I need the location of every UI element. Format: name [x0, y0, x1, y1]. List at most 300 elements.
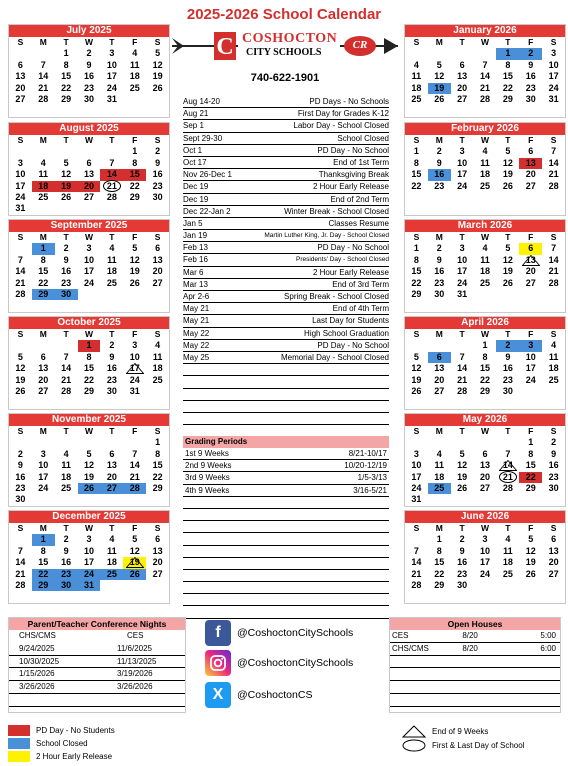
calendar-day — [55, 460, 78, 471]
day-number: 7 — [482, 59, 488, 70]
open-house-row — [390, 630, 560, 643]
weekday-label: W — [84, 232, 93, 242]
day-number: 19 — [129, 266, 140, 277]
calendar-day — [474, 534, 497, 545]
calendar-day — [496, 71, 519, 82]
day-number: 18 — [434, 471, 445, 482]
calendar-day — [32, 266, 55, 277]
calendar-day — [405, 289, 428, 300]
calendar-day — [451, 255, 474, 266]
calendar-day — [32, 60, 55, 71]
day-number: 30 — [83, 93, 94, 104]
calendar-day — [496, 386, 519, 397]
calendar-day — [428, 375, 451, 386]
day-number: 4 — [482, 243, 488, 254]
weekday-label: T — [63, 329, 69, 339]
calendar-day — [146, 352, 169, 363]
event-row — [183, 133, 389, 145]
empty-day — [32, 146, 55, 157]
calendar-day — [146, 146, 169, 157]
calendar-day — [123, 483, 146, 494]
calendar-day — [542, 255, 565, 266]
day-number: 3 — [40, 448, 46, 459]
day-number: 3 — [459, 243, 465, 254]
red-swatch — [8, 725, 30, 736]
legend-end9 — [402, 725, 488, 738]
empty-day — [9, 243, 32, 254]
weekday-label: S — [413, 426, 420, 436]
weekday-label: M — [435, 135, 443, 145]
calendar-day — [405, 375, 428, 386]
calendar-day — [451, 181, 474, 192]
month-dec — [8, 510, 170, 604]
day-number: 10 — [548, 59, 559, 70]
weekday-label: T — [505, 135, 511, 145]
day-number: 17 — [83, 557, 94, 568]
x-link[interactable] — [205, 682, 312, 708]
day-number: 13 — [525, 157, 536, 168]
day-number: 26 — [129, 277, 140, 288]
calendar-day — [55, 60, 78, 71]
day-number: 6 — [155, 243, 161, 254]
day-number: 14 — [548, 157, 559, 168]
day-number: 1 — [40, 243, 46, 254]
ptc-ces-date: 11/13/2025 — [117, 656, 157, 666]
month-mar — [404, 219, 566, 313]
day-number: 2 — [109, 340, 115, 351]
calendar-day — [519, 181, 542, 192]
calendar-day — [542, 158, 565, 169]
calendar-day — [405, 94, 428, 105]
event-date: Apr 2-6 — [183, 292, 210, 301]
day-number: 27 — [83, 191, 94, 202]
calendar-day — [123, 375, 146, 386]
weekday-label: S — [154, 135, 161, 145]
weekday-label: T — [505, 37, 511, 47]
day-number: 3 — [528, 340, 534, 351]
calendar-day — [451, 60, 474, 71]
calendar-day — [451, 460, 474, 471]
day-number: 23 — [434, 277, 445, 288]
day-number: 7 — [109, 157, 115, 168]
event-date: May 21 — [183, 304, 210, 314]
day-number: 31 — [129, 385, 140, 396]
calendar-day — [405, 460, 428, 471]
day-number: 13 — [15, 71, 26, 82]
day-number: 31 — [411, 494, 422, 505]
day-number: 26 — [457, 482, 468, 493]
legend-closed-label: School Closed — [36, 739, 88, 748]
calendar-day — [55, 278, 78, 289]
grading-period-dates: 1/5-3/13 — [357, 473, 387, 483]
day-number: 26 — [15, 385, 26, 396]
day-number: 17 — [479, 557, 490, 568]
calendar-day — [519, 557, 542, 568]
event-row — [183, 279, 389, 291]
legend-early — [8, 751, 112, 762]
day-number: 26 — [502, 277, 513, 288]
day-number: 24 — [411, 482, 422, 493]
calendar-day — [405, 546, 428, 557]
calendar-day — [405, 169, 428, 180]
calendar-day — [9, 386, 32, 397]
weekday-label: T — [459, 135, 465, 145]
day-number: 27 — [457, 93, 468, 104]
calendar-day — [146, 192, 169, 203]
day-number: 28 — [15, 288, 26, 299]
day-number: 17 — [411, 471, 422, 482]
calendar-day — [78, 181, 101, 192]
calendar-day — [451, 278, 474, 289]
calendar-day — [474, 158, 497, 169]
calendar-day — [9, 83, 32, 94]
calendar-day — [474, 169, 497, 180]
calendar-day — [428, 472, 451, 483]
calendar-day — [100, 158, 123, 169]
grading-row — [183, 448, 389, 460]
day-number: 13 — [479, 460, 490, 471]
calendar-day — [32, 94, 55, 105]
ptc-col-ces: CES — [127, 631, 144, 640]
day-number: 3 — [132, 340, 138, 351]
calendar-day — [146, 255, 169, 266]
calendar-day — [32, 169, 55, 180]
day-number: 23 — [548, 471, 559, 482]
event-description: PD Day - No School — [317, 243, 389, 253]
calendar-day — [542, 449, 565, 460]
calendar-day — [32, 375, 55, 386]
empty-day — [55, 340, 78, 351]
calendar-day — [100, 48, 123, 59]
weekday-label: F — [528, 523, 534, 533]
day-number: 30 — [152, 191, 163, 202]
day-number: 10 — [411, 460, 422, 471]
calendar-day — [146, 472, 169, 483]
day-number: 23 — [502, 374, 513, 385]
grading-period-name: 4th 9 Weeks — [185, 485, 230, 495]
calendar-day — [542, 266, 565, 277]
empty-day — [78, 146, 101, 157]
day-number: 12 — [129, 545, 140, 556]
calendar-day — [9, 580, 32, 591]
weekday-label: M — [435, 426, 443, 436]
day-number: 4 — [505, 534, 511, 545]
calendar-day — [496, 255, 519, 266]
day-number: 11 — [107, 254, 117, 265]
day-number: 24 — [479, 568, 490, 579]
blue-swatch — [8, 738, 30, 749]
day-number: 3 — [109, 48, 115, 59]
month-header: May 2026 — [405, 414, 565, 426]
calendar-day — [474, 483, 497, 494]
calendar-day — [55, 289, 78, 300]
calendar-day — [405, 483, 428, 494]
calendar-day — [474, 546, 497, 557]
calendar-day — [519, 449, 542, 460]
calendar-day — [474, 255, 497, 266]
event-row — [183, 181, 389, 193]
calendar-day — [100, 375, 123, 386]
calendar-day — [542, 83, 565, 94]
calendar-day — [405, 569, 428, 580]
open-houses-header: Open Houses — [390, 618, 560, 630]
day-number: 5 — [86, 448, 92, 459]
calendar-day — [496, 243, 519, 254]
month-jan — [404, 24, 566, 118]
svg-text:C: C — [216, 34, 234, 60]
event-date: May 25 — [183, 352, 210, 362]
weekday-label: F — [528, 426, 534, 436]
weekday-label: T — [109, 329, 115, 339]
event-description: End of 4th Term — [332, 304, 389, 314]
calendar-day — [100, 363, 123, 374]
calendar-day — [405, 60, 428, 71]
day-number: 31 — [83, 579, 94, 590]
day-number: 27 — [106, 482, 117, 493]
calendar-day — [474, 460, 497, 471]
weekday-label: M — [39, 37, 47, 47]
day-number: 27 — [152, 277, 163, 288]
weekday-label: T — [505, 232, 511, 242]
empty-day — [32, 340, 55, 351]
day-number: 19 — [525, 557, 536, 568]
day-number: 3 — [86, 534, 92, 545]
calendar-day — [496, 546, 519, 557]
event-date: Sept 29-30 — [183, 133, 223, 143]
day-number: 30 — [457, 579, 468, 590]
day-number: 14 — [106, 169, 117, 180]
calendar-day — [496, 158, 519, 169]
calendar-day — [428, 386, 451, 397]
calendar-day — [146, 60, 169, 71]
calendar-day — [405, 449, 428, 460]
grading-row — [183, 485, 389, 497]
day-number: 22 — [61, 82, 72, 93]
calendar-day — [78, 386, 101, 397]
day-number: 14 — [61, 363, 72, 374]
empty-day — [496, 437, 519, 448]
day-number: 6 — [482, 448, 488, 459]
day-number: 23 — [457, 568, 468, 579]
calendar-day — [123, 266, 146, 277]
weekday-label: M — [39, 329, 47, 339]
calendar-day — [55, 557, 78, 568]
calendar-day — [474, 266, 497, 277]
day-number: 5 — [132, 534, 138, 545]
calendar-day — [428, 557, 451, 568]
day-number: 7 — [413, 545, 419, 556]
day-number: 31 — [106, 93, 117, 104]
calendar-day — [78, 255, 101, 266]
calendar-day — [9, 460, 32, 471]
calendar-day — [519, 534, 542, 545]
open-house-time: 6:00 — [540, 643, 556, 653]
day-number: 18 — [106, 266, 117, 277]
day-number: 9 — [528, 59, 534, 70]
calendar-day — [32, 557, 55, 568]
month-header: January 2026 — [405, 25, 565, 37]
day-number: 7 — [505, 448, 511, 459]
day-number: 16 — [61, 557, 72, 568]
weekday-label: S — [154, 232, 161, 242]
day-number: 24 — [15, 191, 26, 202]
empty-day — [55, 437, 78, 448]
calendar-day — [146, 483, 169, 494]
event-row — [183, 169, 389, 181]
day-number: 11 — [38, 169, 49, 180]
day-number: 6 — [436, 351, 442, 362]
month-header: June 2026 — [405, 511, 565, 523]
calendar-day — [542, 437, 565, 448]
calendar-day — [55, 192, 78, 203]
day-number: 27 — [479, 482, 490, 493]
event-description: High School Graduation — [304, 328, 389, 338]
calendar-day — [542, 534, 565, 545]
calendar-day — [428, 169, 451, 180]
calendar-day — [428, 449, 451, 460]
facebook-link[interactable] — [205, 620, 353, 646]
event-description: End of 1st Term — [333, 157, 389, 167]
day-number: 26 — [411, 385, 422, 396]
calendar-day — [496, 94, 519, 105]
grading-period-dates: 3/16-5/21 — [353, 485, 387, 495]
day-number: 6 — [551, 534, 557, 545]
empty-day — [100, 146, 123, 157]
day-number: 20 — [479, 471, 490, 482]
day-number: 15 — [38, 557, 49, 568]
calendar-day — [146, 557, 169, 568]
weekday-label: S — [17, 426, 24, 436]
blank-line — [390, 694, 560, 707]
calendar-day — [9, 181, 32, 192]
day-number: 10 — [106, 59, 117, 70]
calendar-day — [474, 375, 497, 386]
calendar-day — [496, 352, 519, 363]
day-number: 19 — [457, 471, 468, 482]
day-number: 10 — [457, 254, 468, 265]
calendar-day — [78, 375, 101, 386]
month-header: December 2025 — [9, 511, 169, 523]
day-number: 29 — [38, 288, 49, 299]
calendar-day — [428, 546, 451, 557]
calendar-day — [55, 546, 78, 557]
calendar-day — [78, 266, 101, 277]
empty-day — [451, 437, 474, 448]
grading-row — [183, 472, 389, 484]
day-number: 14 — [502, 460, 513, 471]
day-number: 25 — [548, 374, 559, 385]
day-number: 11 — [480, 254, 490, 265]
calendar-day — [100, 340, 123, 351]
calendar-day — [542, 363, 565, 374]
weekday-label: F — [528, 232, 534, 242]
event-description: Classes Resume — [328, 218, 389, 228]
calendar-day — [55, 169, 78, 180]
weekday-label: S — [550, 232, 557, 242]
calendar-day — [9, 94, 32, 105]
calendar-day — [78, 60, 101, 71]
calendar-day — [542, 48, 565, 59]
weekday-label: S — [17, 523, 24, 533]
calendar-day — [123, 181, 146, 192]
calendar-day — [474, 60, 497, 71]
day-number: 28 — [106, 191, 117, 202]
calendar-day — [100, 352, 123, 363]
calendar-day — [123, 278, 146, 289]
day-number: 23 — [525, 82, 536, 93]
calendar-day — [100, 386, 123, 397]
day-number: 16 — [434, 169, 445, 180]
calendar-day — [451, 71, 474, 82]
day-number: 28 — [479, 93, 490, 104]
day-number: 8 — [155, 448, 161, 459]
empty-day — [55, 146, 78, 157]
calendar-day — [78, 278, 101, 289]
day-number: 28 — [548, 180, 559, 191]
legend-closed — [8, 738, 88, 749]
month-header: July 2025 — [9, 25, 169, 37]
calendar-day — [519, 375, 542, 386]
day-number: 12 — [434, 71, 445, 82]
calendar-day — [9, 494, 32, 505]
day-number: 6 — [528, 243, 534, 254]
day-number: 5 — [505, 146, 511, 157]
blank-line — [183, 376, 389, 388]
day-number: 26 — [525, 568, 536, 579]
weekday-label: W — [480, 523, 489, 533]
day-number: 8 — [413, 254, 419, 265]
grading-periods — [183, 436, 389, 619]
weekday-label: S — [550, 135, 557, 145]
calendar-day — [474, 94, 497, 105]
day-number: 2 — [459, 534, 465, 545]
calendar-day — [542, 71, 565, 82]
calendar-day — [496, 569, 519, 580]
day-number: 18 — [502, 557, 513, 568]
day-number: 27 — [152, 568, 163, 579]
empty-day — [405, 534, 428, 545]
empty-day — [32, 48, 55, 59]
day-number: 20 — [434, 374, 445, 385]
calendar-day — [496, 146, 519, 157]
weekday-label: S — [154, 523, 161, 533]
day-number: 2 — [551, 437, 557, 448]
event-description: Martin Luther King, Jr. Day - School Closed — [264, 232, 389, 240]
day-number: 4 — [132, 48, 138, 59]
calendar-day — [32, 546, 55, 557]
calendar-day — [123, 60, 146, 71]
day-number: 24 — [548, 82, 559, 93]
weekday-label: S — [413, 329, 420, 339]
instagram-link[interactable] — [205, 650, 353, 676]
weekday-label: W — [84, 523, 93, 533]
calendar-day — [519, 460, 542, 471]
calendar-day — [496, 340, 519, 351]
calendar-day — [55, 158, 78, 169]
logo-mark: CR — [352, 39, 368, 51]
calendar-day — [496, 169, 519, 180]
day-number: 16 — [525, 71, 536, 82]
calendar-day — [451, 580, 474, 591]
event-description: School Closed — [337, 133, 389, 143]
day-number: 10 — [83, 545, 94, 556]
weekday-label: F — [132, 523, 138, 533]
calendar-day — [9, 363, 32, 374]
grading-period-dates: 10/20-12/19 — [344, 461, 387, 471]
calendar-day — [55, 386, 78, 397]
day-number: 3 — [551, 48, 557, 59]
day-number: 10 — [83, 254, 94, 265]
